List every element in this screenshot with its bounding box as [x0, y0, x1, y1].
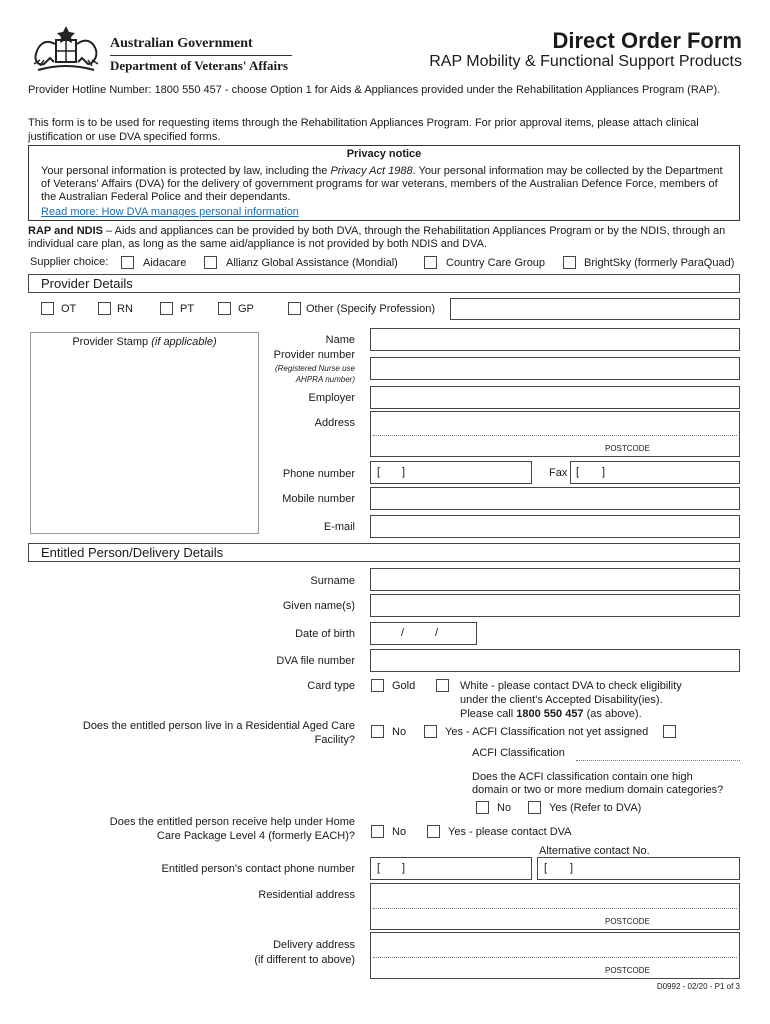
acfi-no-label: No: [497, 802, 512, 814]
rap-ndis-text: [28, 225, 740, 251]
hcp-no-label: No: [392, 826, 407, 838]
supplier-aidacare-label: Aidacare: [143, 257, 187, 269]
contact-phone-label: Entitled person's contact phone number: [161, 863, 355, 875]
entitled-person-heading: Entitled Person/Delivery Details: [28, 543, 740, 562]
dob-label: Date of birth: [295, 628, 355, 640]
card-white-checkbox[interactable]: [436, 679, 449, 692]
alt-contact-label: Alternative contact No.: [539, 845, 650, 857]
profession-gp-checkbox[interactable]: [218, 302, 231, 315]
dob-input[interactable]: [370, 622, 477, 645]
government-name: Australian Government: [110, 36, 253, 51]
usage-text: This form is to be used for requesting items through the Rehabilitation Appliances Program. For prior approval items, please attach clinical justification or use DVA specified forms.: [28, 117, 699, 143]
rap-ndis-heading: RAP and NDIS: [28, 225, 103, 237]
mobile-input[interactable]: [370, 487, 740, 510]
rac-no-checkbox[interactable]: [371, 725, 384, 738]
rac-no-label: No: [392, 726, 407, 738]
provider-number-label: Provider number: [273, 349, 355, 361]
hotline-label: Provider Hotline Number:: [28, 84, 152, 96]
hotline-text: [28, 83, 728, 97]
stamp-note: (if applicable): [151, 336, 217, 348]
fax-bracket-close: ]: [602, 466, 606, 478]
provider-details-heading: Provider Details: [28, 274, 740, 293]
provider-number-note-1: (Registered Nurse use: [274, 364, 355, 373]
phone-bracket-close: ]: [402, 466, 406, 478]
white-phone: 1800 550 457: [516, 708, 584, 720]
stamp-label-text: Provider Stamp: [72, 336, 149, 348]
hotline-detail: 1800 550 457 - choose Option 1 for Aids & Appliances provided under the Rehabilitation Appliances Program (RAP).: [154, 84, 721, 96]
res-postcode-label: POSTCODE: [605, 917, 650, 926]
profession-pt-label: PT: [180, 303, 195, 315]
contact-bracket-open: [: [377, 862, 381, 874]
form-title: Direct Order Form: [552, 28, 742, 53]
coat-of-arms-icon: [30, 20, 102, 76]
delivery-address-divider: [373, 957, 737, 958]
rac-question-line-2: Facility?: [314, 734, 355, 746]
residential-address-label: Residential address: [258, 889, 355, 901]
supplier-label: Supplier choice:: [30, 256, 109, 268]
profession-other-input[interactable]: [450, 298, 740, 320]
provider-phone-input[interactable]: [370, 461, 532, 484]
acfi-yes-checkbox[interactable]: [528, 801, 541, 814]
email-input[interactable]: [370, 515, 740, 538]
rac-question-line-1: Does the entitled person live in a Residential Aged Care: [82, 720, 355, 732]
dva-file-input[interactable]: [370, 649, 740, 672]
card-gold-label: Gold: [392, 680, 416, 692]
phone-bracket-open: [: [377, 466, 381, 478]
provider-number-input[interactable]: [370, 357, 740, 380]
rac-yes-acfi-checkbox[interactable]: [424, 725, 437, 738]
residential-address-input[interactable]: [370, 883, 740, 930]
privacy-text-1: Your personal information is protected by law, including the: [41, 165, 331, 177]
privacy-act: Privacy Act 1988: [330, 165, 413, 177]
rac-yes-acfi-label: Yes - ACFI Classification not yet assigned: [445, 726, 649, 738]
alt-bracket-open: [: [544, 862, 548, 874]
profession-ot-label: OT: [61, 303, 77, 315]
hcp-no-checkbox[interactable]: [371, 825, 384, 838]
acfi-yes-label: Yes (Refer to DVA): [549, 802, 642, 814]
header-divider: [110, 55, 292, 56]
surname-label: Surname: [310, 575, 355, 587]
acfi-no-checkbox[interactable]: [476, 801, 489, 814]
profession-rn-checkbox[interactable]: [98, 302, 111, 315]
supplier-aidacare-checkbox[interactable]: [121, 256, 134, 269]
privacy-notice-box: [28, 145, 740, 221]
delivery-address-input[interactable]: [370, 932, 740, 979]
rap-ndis-body: – Aids and appliances can be provided by both DVA, through the Rehabilitation Appliances Program or by the NDIS, through an individual care plan, as long as the same aid/appliance is not provided by both NDIS and DVA.: [28, 225, 726, 250]
alt-bracket-close: ]: [570, 862, 574, 874]
provider-name-label: Name: [325, 334, 355, 346]
profession-ot-checkbox[interactable]: [41, 302, 54, 315]
supplier-country-care-label: Country Care Group: [446, 257, 546, 269]
surname-input[interactable]: [370, 568, 740, 591]
profession-rn-label: RN: [117, 303, 133, 315]
supplier-brightsky-label: BrightSky (formerly ParaQuad): [584, 257, 735, 269]
res-address-divider: [373, 908, 737, 909]
card-gold-checkbox[interactable]: [371, 679, 384, 692]
address-label: Address: [314, 417, 355, 429]
given-names-input[interactable]: [370, 594, 740, 617]
profession-other-checkbox[interactable]: [288, 302, 301, 315]
fax-label: Fax: [549, 467, 568, 479]
acfi-question-line-2: domain or two or more medium domain categories?: [472, 784, 724, 796]
provider-address-input[interactable]: [370, 411, 740, 457]
supplier-allianz-checkbox[interactable]: [204, 256, 217, 269]
privacy-read-more-link[interactable]: Read more: How DVA manages personal information: [41, 206, 299, 218]
privacy-title: Privacy notice: [346, 148, 422, 160]
dva-file-label: DVA file number: [276, 655, 355, 667]
hcp-yes-checkbox[interactable]: [427, 825, 440, 838]
delivery-address-label-2: (if different to above): [254, 954, 355, 966]
fax-input[interactable]: [570, 461, 740, 484]
employer-label: Employer: [308, 392, 355, 404]
department-name: Department of Veterans' Affairs: [110, 58, 288, 73]
fax-bracket-open: [: [576, 466, 580, 478]
profession-gp-label: GP: [238, 303, 254, 315]
hcp-yes-label: Yes - please contact DVA: [448, 826, 572, 838]
alt-contact-input[interactable]: [537, 857, 740, 880]
mobile-label: Mobile number: [282, 493, 355, 505]
card-white-line-1: White - please contact DVA to check eligibility: [460, 680, 682, 692]
delivery-postcode-label: POSTCODE: [605, 966, 650, 975]
acfi-question-line-1: Does the ACFI classification contain one high: [472, 771, 693, 783]
email-label: E-mail: [323, 521, 355, 533]
card-white-line-2: under the client's Accepted Disability(ies).: [460, 694, 663, 706]
given-names-label: Given name(s): [282, 600, 355, 612]
rac-acfi-not-assigned-checkbox[interactable]: [663, 725, 676, 738]
contact-phone-input[interactable]: [370, 857, 532, 880]
provider-name-input[interactable]: [370, 328, 740, 351]
white-call: Please call: [460, 708, 517, 720]
supplier-brightsky-checkbox[interactable]: [563, 256, 576, 269]
supplier-allianz-label: Allianz Global Assistance (Mondial): [226, 257, 398, 269]
hcp-question-line-1: Does the entitled person receive help under Home: [109, 816, 355, 828]
dob-sep-2: /: [435, 627, 439, 639]
provider-stamp-box: [30, 332, 259, 534]
employer-input[interactable]: [370, 386, 740, 409]
provider-stamp-label: [31, 336, 258, 348]
privacy-text: [41, 165, 731, 204]
delivery-address-label-1: Delivery address: [273, 939, 355, 951]
provider-number-note-2: AHPRA number): [295, 375, 355, 384]
card-white-line-3: [460, 708, 642, 720]
form-subtitle: RAP Mobility & Functional Support Products: [429, 53, 742, 70]
supplier-country-care-checkbox[interactable]: [424, 256, 437, 269]
provider-postcode-label: POSTCODE: [605, 444, 650, 453]
profession-other-label: Other (Specify Profession): [306, 303, 435, 315]
card-type-label: Card type: [307, 680, 355, 692]
dob-sep-1: /: [401, 627, 405, 639]
acfi-classification-line[interactable]: [576, 760, 740, 761]
acfi-classification-label: ACFI Classification: [472, 747, 565, 759]
form-code-footer: D0992 - 02/20 - P1 of 3: [656, 982, 740, 991]
hcp-question-line-2: Care Package Level 4 (formerly EACH)?: [156, 830, 355, 842]
address-divider: [373, 435, 737, 436]
white-as-above: (as above).: [583, 708, 642, 720]
profession-pt-checkbox[interactable]: [160, 302, 173, 315]
privacy-text-2: . Your personal information may be collected by the Department of Veterans' Affairs (DVA) for the delivery of government programs for war veterans, members of the Australian Defence Force, members of the Australian Federal Police and their dependants.: [41, 165, 723, 203]
phone-label: Phone number: [282, 468, 355, 480]
contact-bracket-close: ]: [402, 862, 406, 874]
